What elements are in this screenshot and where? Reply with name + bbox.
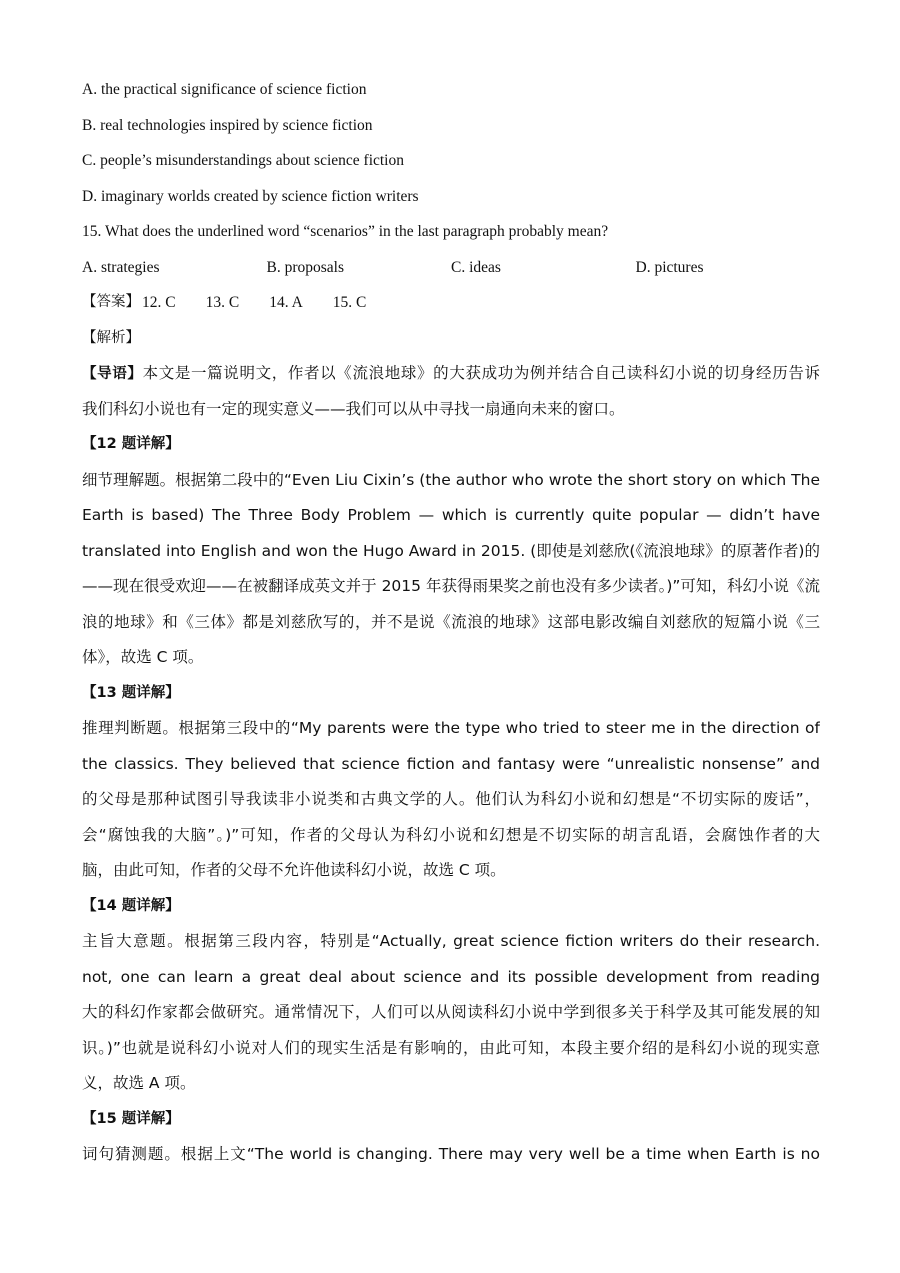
q13-line: 会“腐蚀我的大脑”。)”可知，作者的父母认为科幻小说和幻想是不切实际的胡言乱语，会腐蚀作者的大 xyxy=(82,825,820,844)
answer-item: 15. C xyxy=(332,294,367,311)
q15-line: 词句猜测题。根据上文“The world is changing. There may very well be a time when Earth is no xyxy=(82,1145,820,1163)
q15-option-a: A. strategies xyxy=(82,258,160,276)
q14-line: 大的科幻作家都会做研究。通常情况下，人们可以从阅读科幻小说中学到很多关于科学及其可能发展的知 xyxy=(82,1003,820,1021)
q15-option-c: C. ideas xyxy=(451,258,501,276)
q14-option-a: A. the practical significance of science fiction xyxy=(82,81,367,98)
q12-line: ——现在很受欢迎——在被翻译成英文并于 2015 年获得雨果奖之前也没有多少读者。)”可知，科幻小说《流 xyxy=(82,577,820,595)
q13-line: 的父母是那种试图引导我读非小说类和古典文学的人。他们认为科幻小说和幻想是“不切实际的废话”， xyxy=(82,790,820,808)
q13-line: 脑，由此可知，作者的父母不允许他读科幻小说，故选 C 项。 xyxy=(82,861,506,879)
q13-line: 推理判断题。根据第三段中的“My parents were the type who tried to steer me in the direction of xyxy=(82,719,820,737)
q15-option-b: B. proposals xyxy=(266,258,344,276)
q14-line: not, one can learn a great deal about science and its possible development from reading xyxy=(82,967,820,986)
q12-line: 浪的地球》和《三体》都是刘慈欣写的，并不是说《流浪的地球》这部电影改编自刘慈欣的短篇小说《三 xyxy=(82,612,820,631)
q13-title: 【13 题详解】 xyxy=(82,684,180,701)
document-page xyxy=(82,72,820,1173)
q12-line: translated into English and won the Hugo Award in 2015. (即使是刘慈欣(《流浪地球》的原著作者)的 xyxy=(82,541,820,560)
intro-line xyxy=(82,356,820,392)
answer-key xyxy=(82,285,820,321)
q12-title: 【12 题详解】 xyxy=(82,436,180,452)
analysis-label: 【解析】 xyxy=(82,329,140,346)
q14-title: 【14 题详解】 xyxy=(82,897,180,914)
q15-options xyxy=(82,250,820,286)
q12-line: 细节理解题。根据第二段中的“Even Liu Cixin’s (the author who wrote the short story on which The xyxy=(82,470,820,489)
q15-option-d: D. pictures xyxy=(635,258,704,276)
q12-line: Earth is based) The Three Body Problem — which is currently quite popular — didn’t have xyxy=(82,506,820,524)
q14-option-c: C. people’s misunderstandings about science fiction xyxy=(82,152,404,169)
q14-line: 主旨大意题。根据第三段内容，特别是“Actually, great science fiction writers do their research. xyxy=(82,932,820,950)
answer-item: 12. C xyxy=(142,294,176,311)
q13-line: the classics. They believed that science fiction and fantasy were “unrealistic nonsense” and xyxy=(82,754,820,773)
answer-item: 14. A xyxy=(269,294,303,311)
q14-line: 识。)”也就是说科幻小说对人们的现实生活是有影响的，由此可知，本段主要介绍的是科幻小说的现实意 xyxy=(82,1038,820,1057)
q15-stem: 15. What does the underlined word “scenarios” in the last paragraph probably mean? xyxy=(82,223,609,240)
q14-line: 义，故选 A 项。 xyxy=(82,1074,196,1092)
answer-item: 13. C xyxy=(205,294,240,311)
answer-label: 【答案】 xyxy=(82,294,140,310)
intro-text: 本文是一篇说明文，作者以《流浪地球》的大获成功为例并结合自己读科幻小说的切身经历告诉 xyxy=(142,364,820,382)
intro-line: 我们科幻小说也有一定的现实意义——我们可以从中寻找一扇通向未来的窗口。 xyxy=(82,399,625,418)
q15-title: 【15 题详解】 xyxy=(82,1110,180,1127)
q12-line: 体》，故选 C 项。 xyxy=(82,648,204,666)
q14-option-d: D. imaginary worlds created by science fiction writers xyxy=(82,187,419,205)
intro-label: 【导语】 xyxy=(82,366,143,382)
q14-option-b: B. real technologies inspired by science fiction xyxy=(82,116,373,134)
